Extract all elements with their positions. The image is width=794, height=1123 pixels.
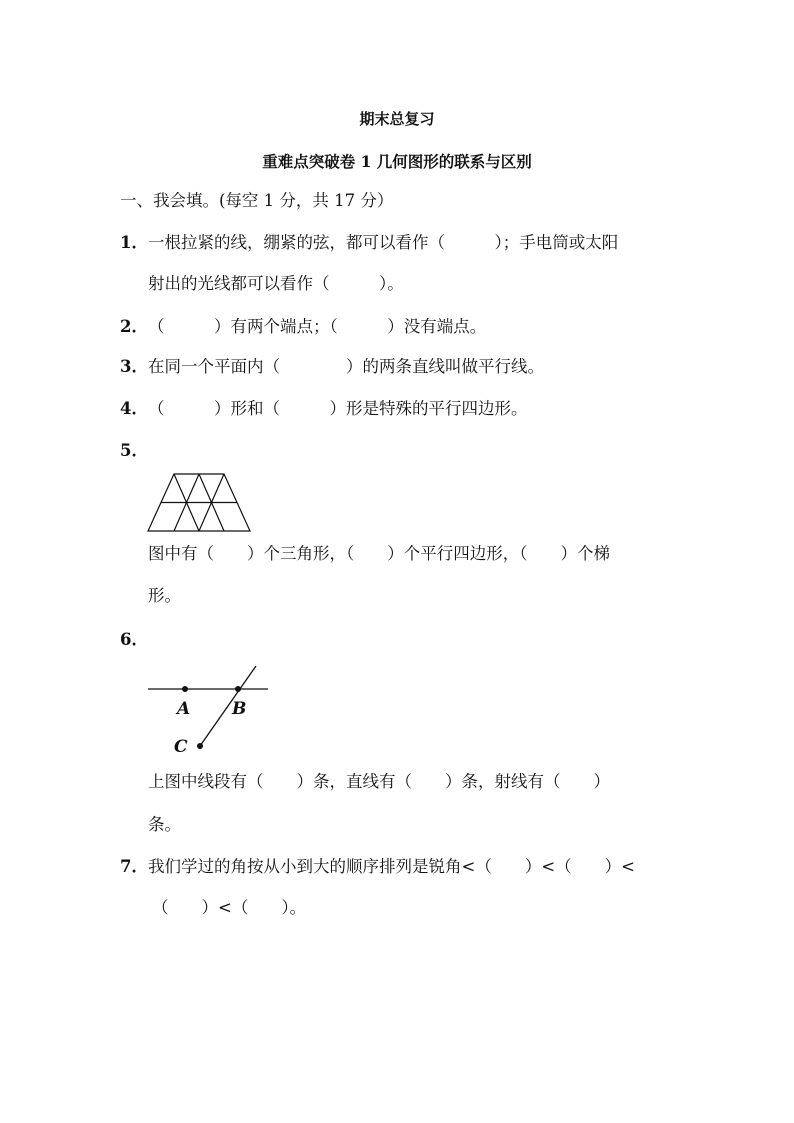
page-title: 期末总复习 [359, 110, 435, 128]
question-number-7: 7． [120, 857, 148, 876]
question-number-5: 5． [120, 441, 148, 460]
question-1-line-1: 一根拉紧的线，绷紧的弦，都可以看作（ ）；手电筒或太阳 [148, 233, 619, 252]
point-label-b: B [232, 699, 247, 719]
trapezoid-triangles-figure [145, 470, 255, 534]
question-number-4: 4． [120, 399, 148, 418]
question-1-line-2: 射出的光线都可以看作（ ）。 [148, 274, 404, 293]
page-subtitle: 重难点突破卷 1 几何图形的联系与区别 [262, 152, 532, 171]
question-7-line-1: 我们学过的角按从小到大的顺序排列是锐角<（ ）<（ ）< [148, 857, 635, 876]
question-5-line-2: 形。 [148, 586, 181, 605]
question-6-line-2: 条。 [148, 815, 181, 834]
question-number-6: 6． [120, 630, 148, 649]
section-heading: 一、我会填。(每空 1 分，共 17 分） [120, 191, 394, 210]
question-6-line-1: 上图中线段有（ ）条，直线有（ ）条，射线有（ ） [148, 772, 610, 791]
question-3-text: 在同一个平面内（ ）的两条直线叫做平行线。 [148, 357, 544, 376]
question-number-1: 1． [120, 233, 148, 252]
question-number-2: 2． [120, 317, 148, 336]
question-5-line-1: 图中有（ ）个三角形，（ ）个平行四边形，（ ）个梯 [148, 544, 610, 563]
question-7-line-2: （ ）<（ ）。 [152, 898, 307, 917]
point-label-c: C [174, 737, 188, 757]
lines-segment-figure [145, 662, 275, 762]
question-number-3: 3． [120, 357, 148, 376]
point-label-a: A [177, 699, 191, 719]
question-4-text: （ ）形和（ ）形是特殊的平行四边形。 [148, 399, 528, 418]
question-2-text: （ ）有两个端点；（ ）没有端点。 [148, 317, 487, 336]
